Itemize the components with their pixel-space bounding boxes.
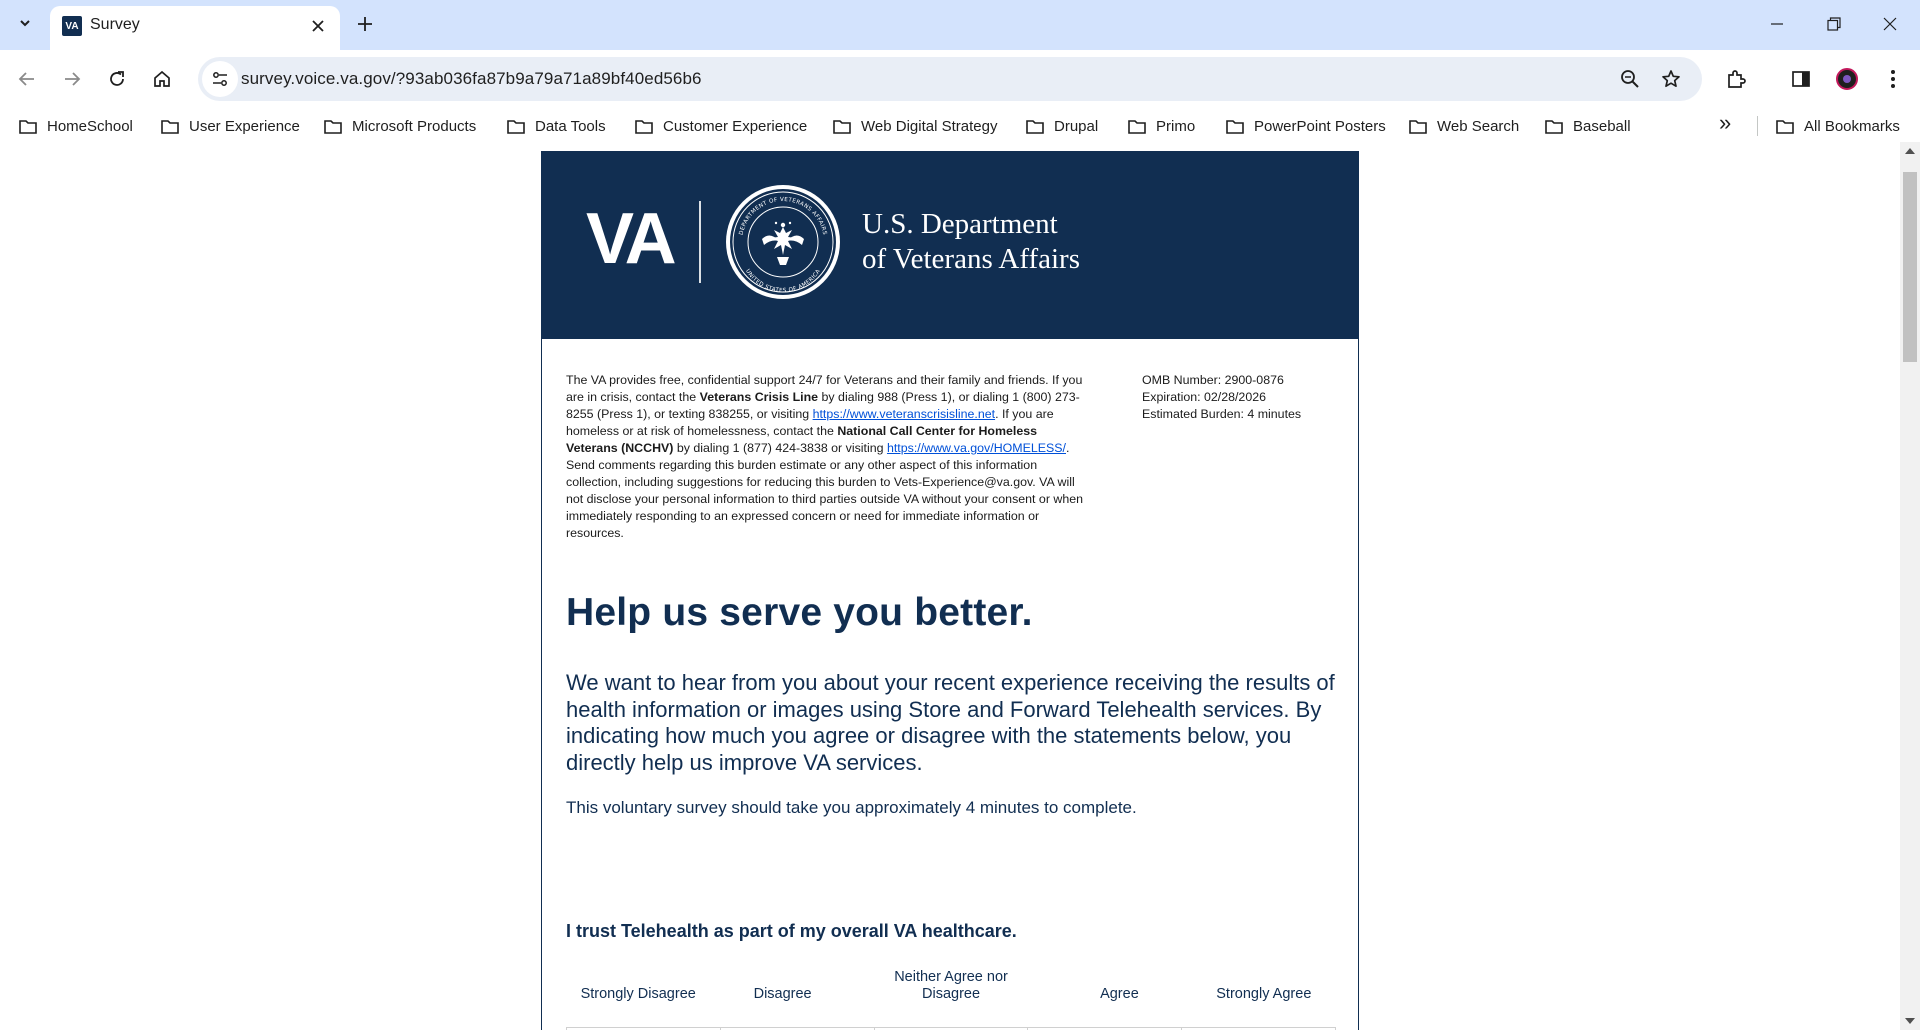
forward-button[interactable] [55,62,89,96]
bookmark-label: Web Search [1437,117,1520,135]
minimize-icon [1770,17,1784,31]
scale-option-label: Strongly Agree [1216,986,1312,1002]
omb-burden: Estimated Burden: 4 minutes [1142,407,1302,421]
reload-icon [108,70,126,88]
side-panel-button[interactable] [1784,62,1818,96]
bookmark-label: User Experience [189,117,300,135]
va-logo-letters: VA [586,199,673,279]
home-icon [153,70,171,88]
omb-expiration: Expiration: 02/28/2026 [1142,390,1266,404]
menu-button[interactable] [1876,62,1910,96]
restore-button[interactable] [1814,8,1854,40]
bookmark-folder[interactable] [635,114,807,138]
avatar [1836,68,1858,90]
site-info-button[interactable] [202,61,238,97]
bookmark-folder[interactable] [1545,114,1631,138]
va-banner [542,151,1359,339]
scroll-up-arrow[interactable] [1905,148,1915,154]
zoom-button[interactable] [1616,65,1644,93]
svg-text:DEPARTMENT OF VETERANS AFFAIRS: DEPARTMENT OF VETERANS AFFAIRS [738,196,828,236]
folder-icon [1409,119,1427,134]
department-name [862,207,1080,277]
url-text[interactable]: survey.voice.va.gov/?93ab036fa87b9a79a71a89bf40ed56b6 [241,69,702,88]
bookmark-label: Primo [1156,117,1196,135]
intro-text: We want to hear from you about your recent experience receiving the results of health information or images using Store and Forward Telehealth services. By indicating how much you agree or disagree with the statements below, you directly help us improve VA services. [566,670,1335,775]
bookmark-label: PowerPoint Posters [1254,117,1386,135]
notice-text: . If you are homeless or at risk of homelessness, contact the [566,407,1054,438]
side-panel-icon [1791,69,1811,89]
folder-icon [833,119,851,134]
restore-icon [1827,17,1841,31]
crisis-line-link[interactable]: https://www.veteranscrisisline.net [812,407,996,421]
zoom-icon [1620,69,1640,89]
minimize-button[interactable] [1757,8,1797,40]
close-window-button[interactable] [1870,8,1910,40]
folder-icon [507,119,525,134]
va-seal-icon [724,183,842,301]
plus-icon [357,16,373,32]
back-button[interactable] [10,62,44,96]
notice-text: . Send comments regarding this burden estimate or any other aspect of this information collection, including suggestions for reducing this burden to Vets-Experience@va.gov. VA will not disclose your personal information to third parties outside VA without your consent or when immediately responding to an expressed concern or need for immediate information or resources. [566,441,1084,540]
omb-number: OMB Number: 2900-0876 [1142,373,1284,387]
duration-text: This voluntary survey should take you approximately 4 minutes to complete. [566,798,1137,817]
scale-option-label: Disagree [753,986,812,1002]
folder-icon [1128,119,1146,134]
bookmark-label: Web Digital Strategy [861,117,998,135]
tune-icon [211,70,229,88]
chevron-down-icon [18,16,32,30]
star-icon [1661,69,1681,89]
folder-icon [161,119,179,134]
logo-divider [699,201,701,283]
reload-button[interactable] [100,62,134,96]
omb-info [1142,372,1342,423]
bookmark-label: Microsoft Products [352,117,477,135]
bookmarks-divider [1757,116,1758,136]
bookmark-star-button[interactable] [1657,65,1685,93]
bookmark-folder[interactable] [1409,114,1519,138]
tab-title: Survey [90,16,140,33]
close-icon [1883,17,1897,31]
bookmark-folder[interactable] [19,114,133,138]
bookmark-label: HomeSchool [47,117,133,135]
folder-icon [19,119,37,134]
new-tab-button[interactable] [352,11,378,37]
scale-option-label: Neither Agree nor Disagree [894,969,1008,1002]
bookmark-folder[interactable] [1128,114,1195,138]
homeless-link[interactable]: https://www.va.gov/HOMELESS/ [886,441,1066,455]
home-button[interactable] [145,62,179,96]
address-bar[interactable] [198,57,1702,101]
folder-icon [1026,119,1044,134]
notice-text: by dialing 1 (877) 424-3838 or visiting [673,441,887,455]
bookmark-folder[interactable] [833,114,997,138]
close-icon [312,20,324,32]
folder-icon [1226,119,1244,134]
bookmark-folder[interactable] [507,114,606,138]
scroll-down-arrow[interactable] [1905,1018,1915,1024]
survey-container [541,151,1359,1030]
crisis-line-label: Veterans Crisis Line [699,390,819,404]
folder-icon [324,119,342,134]
bookmarks-bar [0,108,1920,142]
all-bookmarks-label: All Bookmarks [1804,117,1900,135]
all-bookmarks-button[interactable] [1776,114,1900,138]
nchv-label: National Call Center for Homeless Veterans (NCCHV) [566,424,1038,455]
page-viewport [0,142,1920,1030]
scale-option-label: Agree [1100,986,1139,1002]
bookmark-folder[interactable] [324,114,476,138]
bookmark-label: Data Tools [535,117,606,135]
likert-scale-header [566,969,1336,1027]
scroll-thumb[interactable] [1903,172,1917,362]
more-vert-icon [1890,69,1896,89]
tab-strip [0,0,1920,50]
arrow-left-icon [18,70,36,88]
bookmark-folder[interactable] [1026,114,1098,138]
va-favicon-icon: VA [62,16,82,36]
crisis-notice [566,372,1086,542]
folder-icon [635,119,653,134]
bookmarks-overflow-button[interactable]: » [1719,110,1732,135]
svg-text:UNITED STATES OF AMERICA: UNITED STATES OF AMERICA [744,268,822,295]
dept-line-1: U.S. Department [862,208,1058,240]
browser-toolbar [0,50,1920,108]
notice-text: by dialing 988 (Press 1), or dialing 1 (800) 273-8255 (Press 1), or texting 838255, or visiting [566,390,1080,421]
active-tab[interactable] [50,6,340,50]
folder-icon [1545,119,1563,134]
bookmark-folder[interactable] [161,114,300,138]
bookmark-folder[interactable] [1226,114,1386,138]
bookmark-label: Baseball [1573,117,1631,135]
bookmark-label: Drupal [1054,117,1099,135]
arrow-right-icon [63,70,81,88]
profile-button[interactable] [1830,62,1864,96]
page-title: Help us serve you better. [566,591,1033,634]
tab-search-button[interactable] [12,10,38,36]
notice-text: The VA provides free, confidential support 24/7 for Veterans and their family and friends. If you are in crisis, contact the [566,373,1083,404]
question-1-text: I trust Telehealth as part of my overall VA healthcare. [566,921,1017,941]
tab-close-button[interactable] [306,14,330,38]
page-scrollbar[interactable] [1900,142,1920,1030]
extensions-button[interactable] [1719,62,1753,96]
bookmark-label: Customer Experience [663,117,808,135]
folder-icon [1776,119,1794,134]
scale-option-label: Strongly Disagree [580,986,696,1002]
puzzle-icon [1726,69,1746,89]
dept-line-2: of Veterans Affairs [862,243,1080,275]
